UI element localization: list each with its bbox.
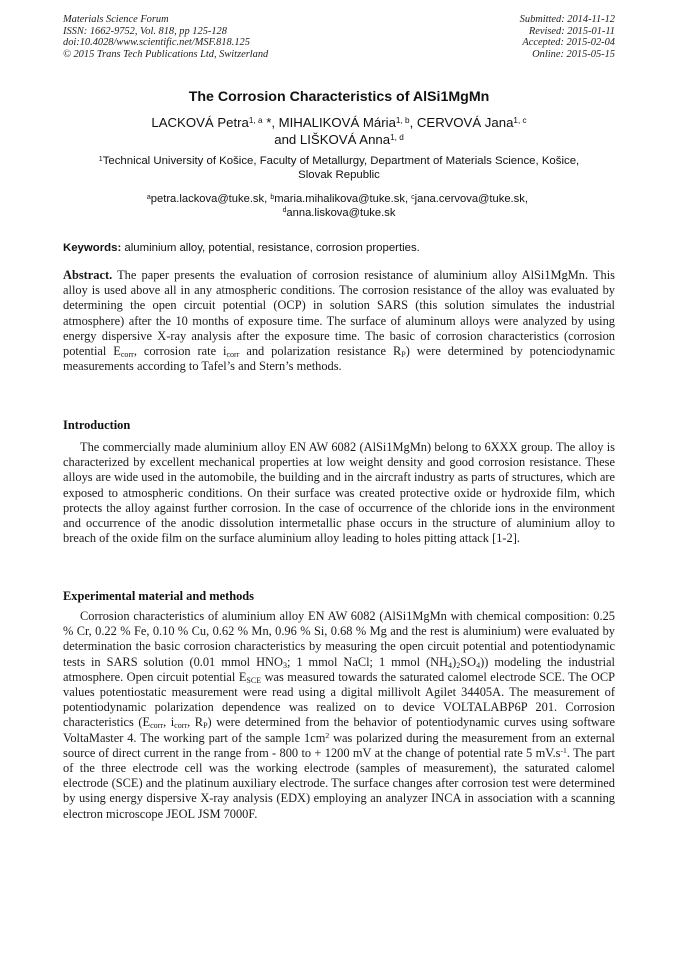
author-emails: $^a$petra.lackova@tuke.sk, $^b$maria.mihalikova@tuke.sk, $^c$jana.cervova@tuke.sk, $^d$anna.liskova@tuke.sk: [146, 193, 532, 219]
email-b[interactable]: maria.mihalikova@tuke.sk: [274, 193, 405, 205]
submitted-date: Submitted: 2014-11-12: [519, 14, 615, 25]
email-c[interactable]: jana.cervova@tuke.sk: [414, 193, 525, 205]
introduction-heading: Introduction: [63, 418, 131, 432]
introduction-text: The commercially made aluminium alloy EN AW 6082 (AlSi1MgMn) belong to 6XXX group. The alloy is characterized by excellent mechanical properties at low weight density and good corrosion resistance. These alloys are wide used in the automobile, the building and in the aircraft industry as parts of structures, which are exposed to atmospheric conditions. On their surface was created protective oxide or hydroxide film, which protects the alloy against further corrosion. In the case of occurrence of the chloride ions in the environment and occurrence of the anodic dissolution intermetallic phase occurs in the structure of aluminium alloy to breach of the oxide film on the surface aluminium alloy leading to holes pitting attack [1-2].: [63, 440, 615, 546]
email-a[interactable]: petra.lackova@tuke.sk: [150, 193, 265, 205]
author-list: [0, 114, 678, 148]
abstract: Abstract. The paper presents the evaluation of corrosion resistance of aluminium alloy AlSi1MgMn. This alloy is used above all in any atmospheric conditions. The corrosion resistance of the alloy was evaluated by determining the open circuit potential (OCP) in solution SARS (this solution simulates the industrial atmosphere) after the 10 months of exposure time. The surface of aluminum alloys were analyzed by using energy dispersive X-ray analysis after the exposure time. The basic of corrosion characteristics (corrosion potential $E_{corr}$, corrosion rate $i_{corr}$ and polarization resistance $R_P$) were determined by potenciodynamic measurements according to Tafel’s and Stern’s methods.: [63, 268, 616, 374]
journal-name: Materials Science Forum: [63, 14, 169, 25]
keywords-label: Keywords:: [63, 242, 122, 254]
abstract-label: Abstract.: [63, 268, 113, 282]
methods-heading: Experimental material and methods: [63, 589, 255, 603]
author-mihalikova: MIHALIKOVÁ Mária: [278, 115, 396, 130]
doi: doi:10.4028/www.scientific.net/MSF.818.125: [63, 37, 250, 49]
copyright: © 2015 Trans Tech Publications Ltd, Switzerland: [63, 48, 269, 60]
affiliation: $^1$Technical University of Košice, Faculty of Metallurgy, Department of Materials Science, Košice, Slovak Republic: [98, 155, 580, 182]
online-date: Online: 2015-05-15: [532, 48, 615, 60]
revised-date: Revised: 2015-01-11: [528, 25, 615, 37]
issn-volume: ISSN: 1662-9752, Vol. 818, pp 125-128: [63, 25, 227, 37]
journal-info: [63, 14, 268, 60]
keywords-text: aluminium alloy, potential, resistance, corrosion properties.: [121, 242, 420, 254]
author-line-1: LACKOVÁ Petra$^{1, a}$ *, MIHALIKOVÁ Mária$^{1, b}$, CERVOVÁ Jana$^{1, c}$: [151, 115, 527, 130]
author-liskova: LIŠKOVÁ Anna: [299, 132, 391, 147]
author-lackova: LACKOVÁ Petra: [151, 115, 249, 130]
keywords: [63, 242, 615, 254]
publication-dates: [520, 14, 615, 60]
accepted-date: Accepted: 2015-02-04: [522, 37, 615, 49]
author-cervova: CERVOVÁ Jana: [416, 115, 514, 130]
author-line-2: and LIŠKOVÁ Anna$^{1, d}$: [274, 132, 404, 147]
email-d[interactable]: anna.liskova@tuke.sk: [286, 206, 396, 219]
methods-text: Corrosion characteristics of aluminium alloy EN AW 6082 (AlSi1MgMn with chemical composition: 0.25 % Cr, 0.22 % Fe, 0.10 % Cu, 0.62 % Mn, 0.96 % Si, 0.68 % Mg and the rest is aluminium) were evaluated by determination the basic corrosion characteristics by measuring the open circuit potential and potentiodynamic tests in SARS solution (0.01 mmol $HNO_3$; 1 mmol NaCl; 1 mmol $(NH_4)_2SO_4$)) modeling the industrial atmosphere. Open circuit potential $E_{SCE}$ was measured towards the saturated calomel electrode SCE. The OCP values potentiostatic measurement were read using a digital millivolt Agilet 34405A. The measurement of potentiodynamic polarization dependence was realized on to device VOLTALABP6P 201. Corrosion characteristics ($E_{corr}$, $i_{corr}$, $R_P$) were determined from the behavior of potentiodynamic curves using software VoltaMaster 4. The working part of the sample $1cm^2$ was polarized during the measurement from an external source of direct current in the range from - 800 to + 1200 mV at the change of potential rate 5 $mV.s^{-1}$. The part of the three electrode cell was the working electrode (samples of measurement), the saturated calomel electrode (SCE) and the platinum auxiliary electrode. The surface changes after corrosion test were determined by using energy dispersive X-ray analysis (EDX) employing an analyzer INCA in association with a scanning electron microscope JEOL JSM 7000F.: [63, 609, 615, 821]
paper-title: The Corrosion Characteristics of AlSi1MgMn: [188, 89, 490, 105]
